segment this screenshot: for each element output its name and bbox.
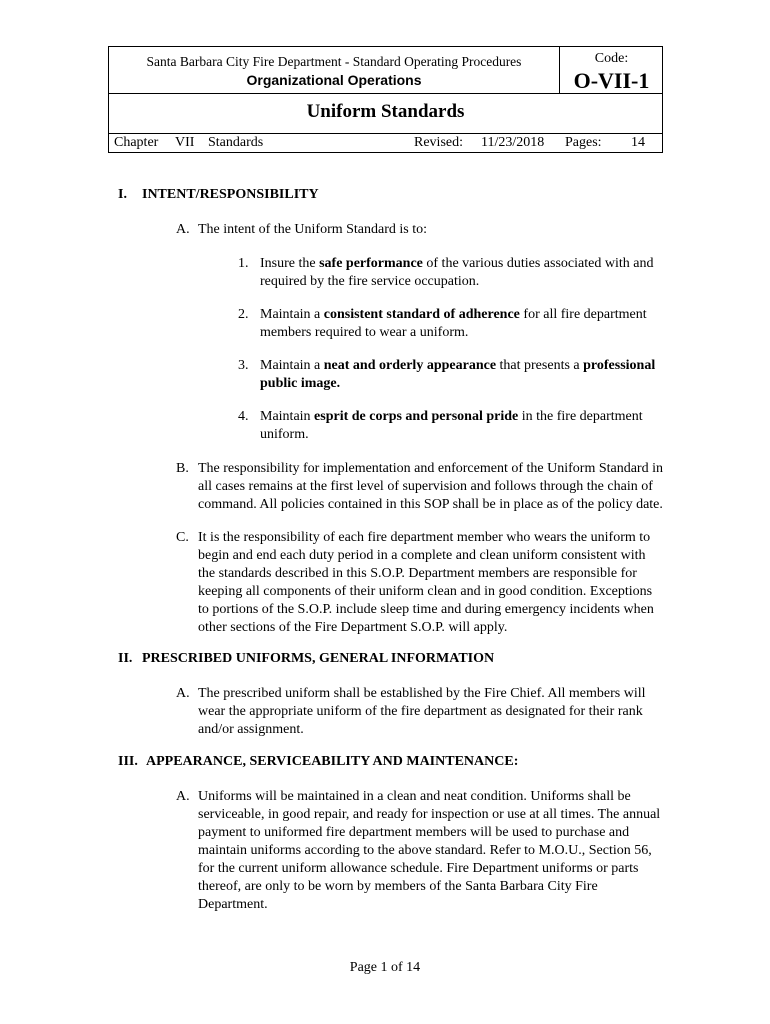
section-3-heading (118, 754, 519, 770)
paragraph-line: The responsibility for implementation and enforcement of the Uniform Standard in (198, 461, 663, 476)
list-item-line2: public image. (260, 376, 341, 391)
paragraph-line: all cases remains at the first level of supervision and follows through the chain of (198, 479, 653, 494)
paragraph-line: It is the responsibility of each fire department member who wears the uniform to (198, 530, 651, 545)
paragraph-line: command. All policies contained in this SOP shall be in place as of the policy date. (198, 497, 663, 512)
header-org-cell (109, 47, 560, 93)
paragraph-text: The intent of the Uniform Standard is to: (198, 222, 428, 237)
paragraph-line: maintain uniforms according to the above standard. Refer to M.O.U., Section 56, (198, 843, 652, 858)
list-item: Maintain a neat and orderly appearance that presents a professional (260, 358, 656, 373)
pages-count: 14 (631, 135, 645, 150)
item-label: A. (176, 789, 190, 804)
section-number: II. (118, 651, 133, 666)
paragraph-line: The prescribed uniform shall be established by the Fire Chief. All members will (198, 686, 646, 701)
paragraph-line: serviceable, in good repair, and ready for inspection or use at all times. The annual (198, 807, 661, 822)
section-title: PRESCRIBED UNIFORMS, GENERAL INFORMATION (142, 651, 495, 666)
header-meta-row (109, 134, 662, 153)
list-number: 4. (238, 409, 249, 424)
list-item-line2: required by the fire service occupation. (260, 274, 480, 289)
pages-label: Pages: (565, 135, 602, 150)
header-top-row (109, 47, 662, 94)
section-number: III. (118, 754, 138, 769)
paragraph-line: Uniforms will be maintained in a clean and neat condition. Uniforms shall be (198, 789, 631, 804)
list-item: Maintain a consistent standard of adherence for all fire department (260, 307, 647, 322)
paragraph-line: payment to uniformed fire department members will be used to purchase and (198, 825, 630, 840)
paragraph-line: for the current uniform allowance schedule. Fire Department uniforms or parts (198, 861, 639, 876)
chapter-number: VII (175, 135, 195, 150)
header-title-row (109, 93, 662, 134)
item-label: A. (176, 686, 190, 701)
revised-date: 11/23/2018 (481, 135, 545, 150)
section-1-heading (118, 187, 319, 203)
document-title: Uniform Standards (306, 101, 465, 122)
section-2-heading (118, 651, 495, 667)
list-item: Insure the safe performance of the various duties associated with and (260, 256, 654, 271)
page-number: Page 1 of 14 (349, 960, 421, 975)
item-label: B. (176, 461, 189, 476)
org-line: Santa Barbara City Fire Department - Standard Operating Procedures (146, 54, 522, 69)
paragraph-line: the standards described in this S.O.P. Department members are responsible for (198, 566, 637, 581)
revised-label: Revised: (414, 135, 463, 150)
paragraph-line: keeping all components of their uniform clean and in good condition. Exceptions (198, 584, 653, 599)
paragraph-line: other sections of the Fire Department S.O.P. will apply. (198, 620, 508, 635)
header-code-cell (560, 47, 663, 93)
paragraph-line: Department. (198, 897, 268, 912)
paragraph-line: thereof, are only to be worn by members of the Santa Barbara City Fire (198, 879, 598, 894)
list-item-line2: members required to wear a uniform. (260, 325, 469, 340)
division-name: Organizational Operations (246, 72, 422, 88)
list-number: 2. (238, 307, 249, 322)
chapter-label: Chapter (114, 135, 159, 150)
paragraph-line: and/or assignment. (198, 722, 304, 737)
chapter-name: Standards (208, 135, 264, 150)
code-label: Code: (594, 51, 629, 66)
section-number: I. (118, 187, 127, 202)
list-number: 3. (238, 358, 249, 373)
paragraph-line: to portions of the S.O.P. include sleep time and during emergency incidents when (198, 602, 654, 617)
section-title: INTENT/RESPONSIBILITY (142, 187, 319, 202)
item-label: A. (176, 222, 190, 237)
document-header (108, 46, 663, 153)
list-item-line2: uniform. (260, 427, 309, 442)
list-item: Maintain esprit de corps and personal pride in the fire department (260, 409, 643, 424)
item-label: C. (176, 530, 189, 545)
paragraph-line: wear the appropriate uniform of the fire department as designated for their rank (198, 704, 643, 719)
paragraph-line: begin and end each duty period in a complete and clean uniform consistent with (198, 548, 646, 563)
code-value: O-VII-1 (573, 68, 650, 93)
list-number: 1. (238, 256, 249, 271)
section-title: APPEARANCE, SERVICEABILITY AND MAINTENANCE: (146, 754, 519, 769)
